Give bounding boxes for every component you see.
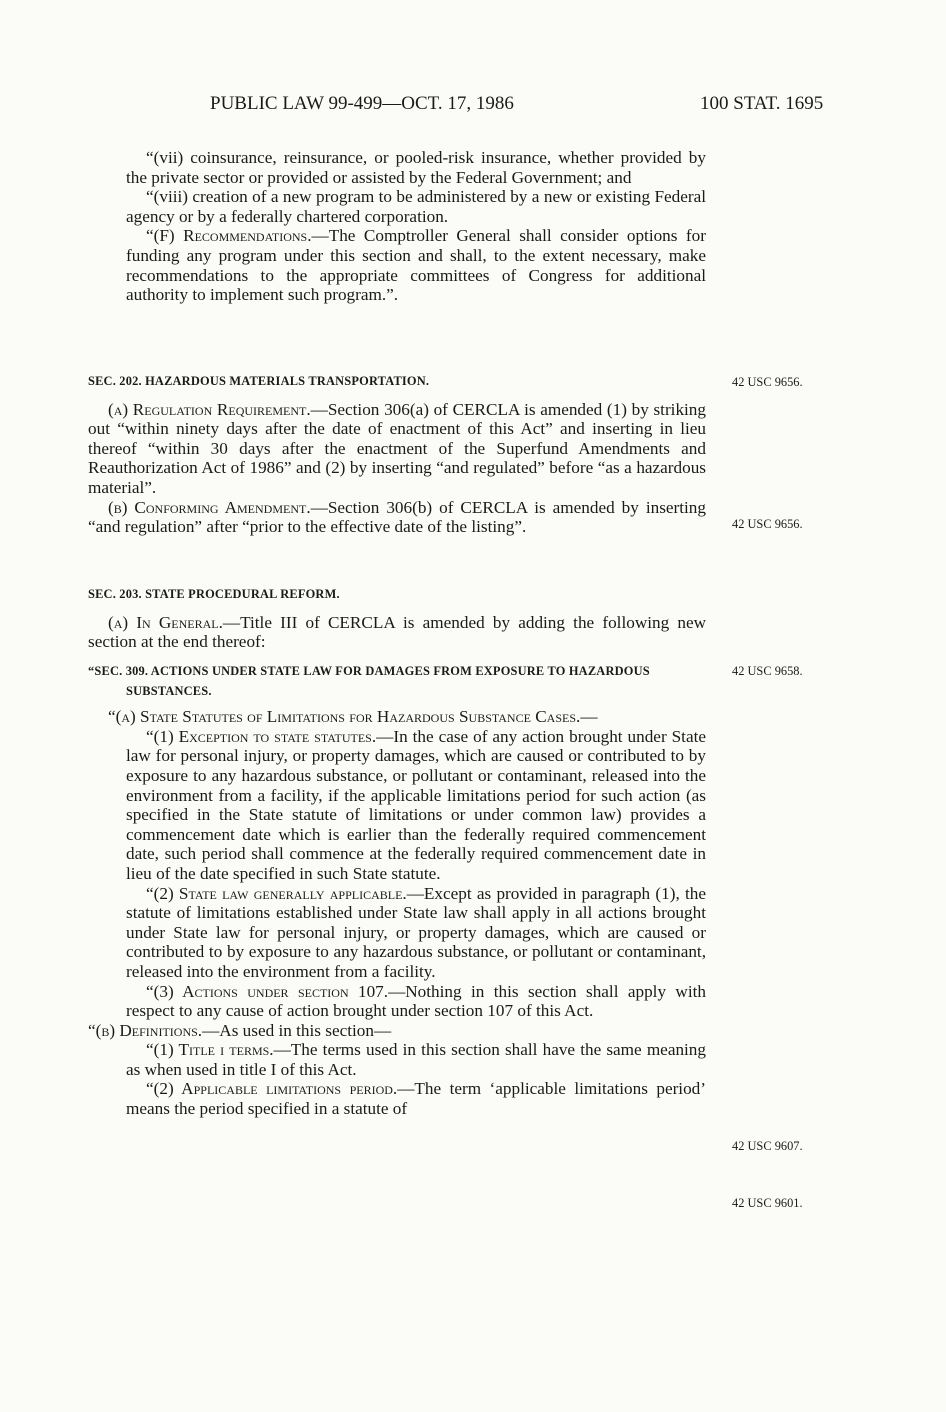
margin-note-usc-9607: 42 USC 9607.	[732, 1139, 803, 1153]
paragraph-309-a-1-text: —In the case of any action brought under State law for personal injury, or property damages, which are caused or contributed to by exposure to any hazardous substance, or pollutant or contaminant, released into the environment from a facility, if the applicable limitations period for such action (as specified in the State statute of limitations or under common law) provides a commencement date which is earlier than the federally required commencement date, such period shall commence at the federally required commencement date in lieu of the date specified in such State statute.	[126, 726, 706, 883]
paragraph-309-a-3	[88, 982, 706, 1021]
definition-309-b-2-heading: “(2) Applicable limitations period.	[146, 1079, 398, 1099]
section-202-a	[88, 400, 706, 498]
definition-309-b-1	[88, 1040, 706, 1079]
paragraph-309-a-3-heading: “(3) Actions under section 107.	[146, 981, 389, 1001]
paragraph-309-a-2-heading: “(2) State law generally applicable.	[146, 883, 407, 903]
section-203-a-text: —Title III of CERCLA is amended by adding the following new section at the end thereof:	[88, 612, 707, 652]
section-309-a	[88, 707, 706, 727]
running-header-title: PUBLIC LAW 99-499—OCT. 17, 1986	[210, 93, 514, 114]
section-202-b-text: —Section 306(b) of CERCLA is amended by inserting “and regulation” after “prior to the effective date of the listing”.	[88, 497, 706, 537]
clause-f-text: —The Comptroller General shall consider options for funding any program under this section and shall, to the extent necessary, make recommendations to the appropriate committees of Congress for additional authority to implement such program.”.	[126, 226, 706, 305]
definition-309-b-1-heading: “(1) Title i terms.	[146, 1040, 274, 1060]
section-309-b-heading: “(b) Definitions.	[88, 1020, 203, 1040]
section-203-heading: SEC. 203. STATE PROCEDURAL REFORM.	[88, 587, 340, 601]
section-309-b-text: —As used in this section—	[202, 1020, 392, 1040]
paragraph-309-a-2-text: —Except as provided in paragraph (1), the statute of limitations established under State law shall apply in all actions brought under State law for personal injury, or property damages, which are caused or contributed to by exposure to any hazardous substance, or pollutant or contaminant, released into the environment from a facility.	[126, 883, 706, 981]
definition-309-b-2-text: —The term ‘applicable limitations period’ means the period specified in a statute of	[126, 1079, 706, 1119]
paragraph-309-a-3-text: —Nothing in this section shall apply with respect to any cause of action brought under section 107 of this Act.	[126, 981, 706, 1021]
section-309-b	[88, 1021, 706, 1041]
clause-f	[88, 226, 706, 304]
section-203-a-heading: (a) In General.	[108, 612, 223, 632]
clause-vii: “(vii) coinsurance, reinsurance, or pooled-risk insurance, whether provided by the private sector or provided or assisted by the Federal Government; and	[126, 148, 706, 187]
paragraph-309-a-1-heading: “(1) Exception to state statutes.	[146, 726, 377, 746]
running-header-stat: 100 STAT. 1695	[700, 93, 824, 114]
section-202-a-heading: (a) Regulation Requirement.	[108, 399, 311, 419]
paragraph-309-a-2	[88, 884, 706, 982]
margin-note-usc-9656-a: 42 USC 9656.	[732, 375, 803, 389]
section-203	[88, 585, 706, 652]
section-202-b	[88, 498, 706, 537]
margin-note-usc-9658: 42 USC 9658.	[732, 664, 803, 678]
section-309-heading: “SEC. 309. ACTIONS UNDER STATE LAW FOR DAMAGES FROM EXPOSURE TO HAZARDOUS SUBSTANCES.	[88, 664, 650, 698]
margin-note-usc-9656-b: 42 USC 9656.	[732, 517, 803, 531]
section-309-a-text: —	[580, 707, 598, 727]
section-202-b-heading: (b) Conforming Amendment.	[108, 497, 311, 517]
definition-309-b-2	[88, 1079, 706, 1118]
section-202-a-text: —Section 306(a) of CERCLA is amended (1) by striking out “within ninety days after the date of enactment of this Act” and inserting in lieu thereof “within 30 days after the enactment of the Superfund Amendments and Reauthorization Act of 1986” and (2) by inserting “and regulated” before “as a hazardous material”.	[88, 399, 706, 497]
section-309-a-heading: “(a) State Statutes of Limitations for Hazardous Substance Cases.	[108, 707, 581, 727]
margin-note-usc-9601: 42 USC 9601.	[732, 1196, 803, 1210]
top-clauses	[88, 148, 706, 305]
section-309	[88, 662, 706, 1119]
section-202	[88, 372, 706, 537]
clause-viii: “(viii) creation of a new program to be administered by a new or existing Federal agency or by a federally chartered corporation.	[126, 187, 706, 226]
clause-f-heading: “(F) Recommendations.	[146, 226, 312, 246]
definition-309-b-1-text: —The terms used in this section shall have the same meaning as when used in title I of this Act.	[126, 1040, 706, 1079]
section-202-heading: SEC. 202. HAZARDOUS MATERIALS TRANSPORTATION.	[88, 374, 430, 388]
paragraph-309-a-1	[88, 727, 706, 884]
section-203-a	[88, 613, 706, 652]
